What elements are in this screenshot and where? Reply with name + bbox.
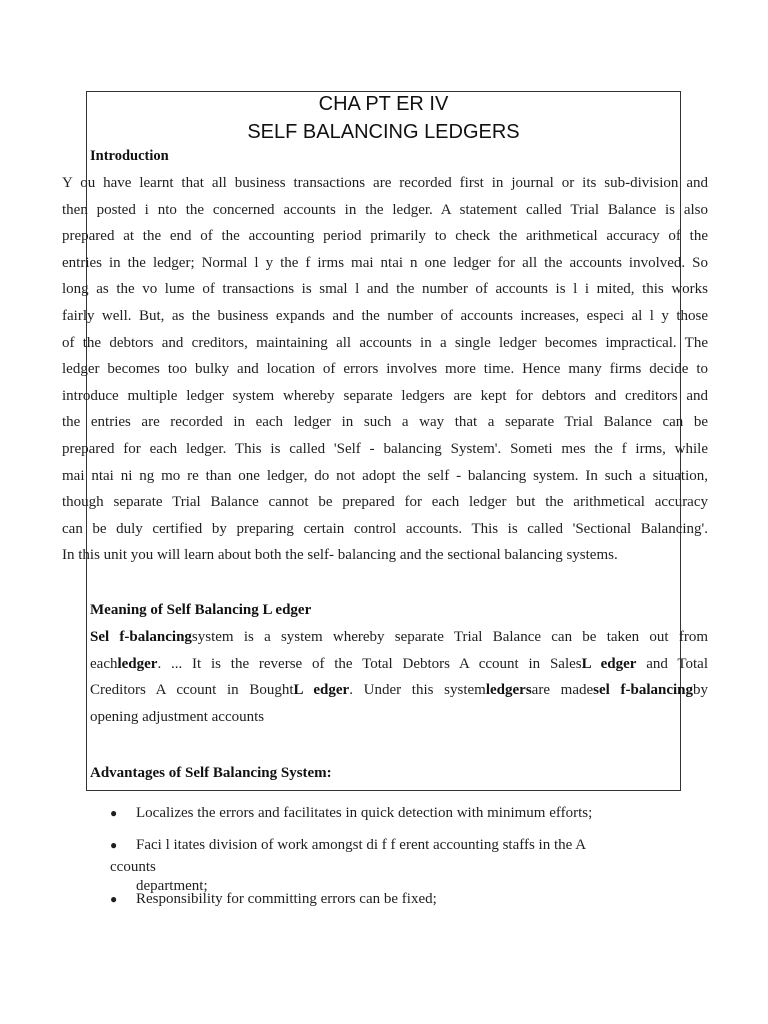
chapter-number: CHA PT ER IV (318, 93, 449, 115)
text-line: can be duly certified by preparing certain control accounts. This is called 'Sectional Balancing'. (62, 520, 708, 537)
bullet-icon: ● (110, 838, 118, 852)
text-line: fairly well. But, as the business expands and the number of accounts increases, especi al l y those (62, 307, 708, 324)
list-item-text: Localizes the errors and facilitates in quick detection with minimum efforts; (136, 805, 593, 821)
text-line: prepared at the end of the accounting period primarily to check the arithmetical accuracy of the (62, 228, 708, 245)
text-run: Creditors A ccount in Bought (90, 682, 294, 699)
list-item-text: Responsibility for committing errors can be fixed; (136, 891, 437, 907)
advantages-heading: Advantages of Self Balancing System: (90, 765, 332, 781)
text-run: are made (531, 682, 594, 699)
meaning-paragraph (90, 624, 708, 730)
text-line: prepared for each ledger. This is called 'Self - balancing System'. Someti mes the f irms, while (62, 440, 708, 457)
text-line (90, 677, 708, 704)
text-line: of the debtors and creditors, maintaining all accounts in a single ledger becomes impractical. The (62, 334, 708, 351)
text-run: by (693, 682, 709, 699)
text-run: each (90, 655, 118, 672)
text-line: then posted i nto the concerned accounts in the ledger. A statement called Trial Balance is also (62, 201, 708, 218)
introduction-paragraph (62, 170, 708, 569)
bold-term: ledgers (485, 682, 532, 699)
text-run: system is a system whereby separate Trial Balance can be taken out from (191, 629, 708, 645)
bold-term: ledger (117, 655, 158, 672)
chapter-title: SELF BALANCING LEDGERS (247, 121, 520, 143)
meaning-heading: Meaning of Self Balancing L edger (90, 602, 312, 618)
bold-term: L edger (293, 682, 350, 699)
text-line: ledger becomes too bulky and location of errors involves more time. Hence many firms decide to (62, 361, 708, 378)
list-item (110, 834, 690, 878)
list-item-text: Faci l itates division of work amongst di f f erent accounting staffs in the A (136, 837, 587, 853)
text-run: . ... It is the reverse of the Total Debtors A ccount in Sales (157, 655, 582, 672)
text-line: long as the vo lume of transactions is smal l and the number of accounts is l i mited, this works (62, 281, 708, 298)
bullet-icon: ● (110, 806, 118, 820)
text-line: opening adjustment accounts (90, 708, 265, 725)
list-item (110, 802, 690, 824)
bold-term: Sel f-balancing (90, 629, 192, 645)
text-line: mai ntai ni ng mo re than one ledger, do not adopt the self - balancing system. In such a situation, (62, 467, 708, 484)
text-run: . Under this system (349, 682, 486, 699)
overlapping-text: department; (136, 878, 208, 894)
text-run: and Total (636, 655, 708, 672)
text-line: entries in the ledger; Normal l y the f irms mai ntai n one ledger for all the accounts involved. So (62, 254, 708, 271)
text-line: Y ou have learnt that all business transactions are recorded first in journal or its sub-division and (62, 175, 708, 191)
text-line (90, 651, 708, 678)
text-line: In this unit you will learn about both the self- balancing and the sectional balancing systems. (62, 547, 618, 564)
introduction-heading: Introduction (90, 148, 169, 164)
text-line: though separate Trial Balance cannot be prepared for each ledger but the arithmetical accuracy (62, 494, 708, 511)
text-line: introduce multiple ledger system whereby separate ledgers are kept for debtors and creditors and (62, 387, 708, 404)
bold-term: sel f-balancing (593, 682, 694, 699)
list-item-continuation: ccounts (110, 859, 156, 875)
text-line: the entries are recorded in each ledger in such a way that a separate Trial Balance can be (62, 414, 708, 431)
text-line (90, 624, 708, 651)
bold-term: L edger (581, 655, 637, 672)
bullet-icon: ● (110, 892, 118, 906)
